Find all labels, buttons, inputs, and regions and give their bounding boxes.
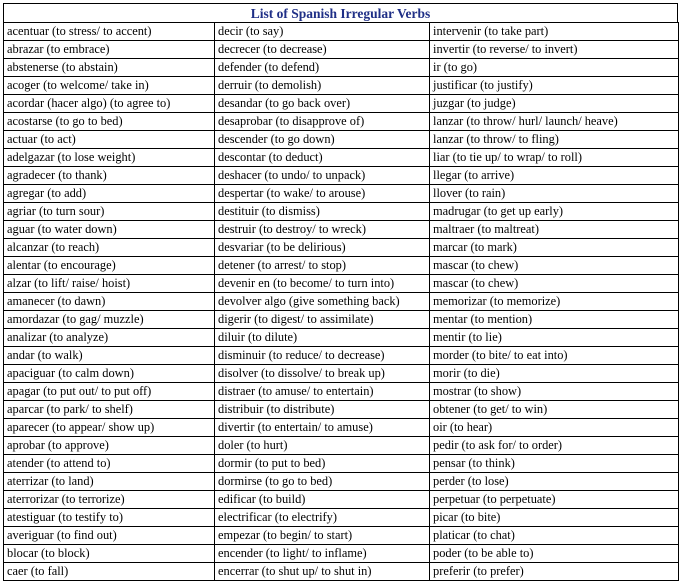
verb-cell: pedir (to ask for/ to order)	[430, 437, 679, 455]
verb-cell: devolver algo (give something back)	[215, 293, 430, 311]
verb-cell: acordar (hacer algo) (to agree to)	[4, 95, 215, 113]
verb-cell: electrificar (to electrify)	[215, 509, 430, 527]
verb-cell: perder (to lose)	[430, 473, 679, 491]
verb-cell: defender (to defend)	[215, 59, 430, 77]
verb-cell: encerrar (to shut up/ to shut in)	[215, 563, 430, 581]
verb-cell: doler (to hurt)	[215, 437, 430, 455]
table-row	[4, 95, 679, 113]
verb-cell: pensar (to think)	[430, 455, 679, 473]
verb-cell: destituir (to dismiss)	[215, 203, 430, 221]
table-row	[4, 275, 679, 293]
verb-cell: divertir (to entertain/ to amuse)	[215, 419, 430, 437]
verb-cell: abstenerse (to abstain)	[4, 59, 215, 77]
verb-cell: acentuar (to stress/ to accent)	[4, 23, 215, 41]
table-row	[4, 221, 679, 239]
verb-cell: intervenir (to take part)	[430, 23, 679, 41]
verb-table-body	[4, 23, 679, 581]
verb-cell: picar (to bite)	[430, 509, 679, 527]
verb-cell: perpetuar (to perpetuate)	[430, 491, 679, 509]
verb-cell: descender (to go down)	[215, 131, 430, 149]
table-row	[4, 203, 679, 221]
table-row	[4, 293, 679, 311]
verb-cell: aterrorizar (to terrorize)	[4, 491, 215, 509]
verb-cell: distribuir (to distribute)	[215, 401, 430, 419]
verb-cell: alentar (to encourage)	[4, 257, 215, 275]
verb-cell: apaciguar (to calm down)	[4, 365, 215, 383]
verb-cell: agradecer (to thank)	[4, 167, 215, 185]
verb-cell: deshacer (to undo/ to unpack)	[215, 167, 430, 185]
table-row	[4, 545, 679, 563]
verb-cell: justificar (to justify)	[430, 77, 679, 95]
verb-cell: obtener (to get/ to win)	[430, 401, 679, 419]
verb-cell: averiguar (to find out)	[4, 527, 215, 545]
verb-cell: detener (to arrest/ to stop)	[215, 257, 430, 275]
verb-cell: agriar (to turn sour)	[4, 203, 215, 221]
table-row	[4, 365, 679, 383]
verb-cell: decir (to say)	[215, 23, 430, 41]
table-row	[4, 239, 679, 257]
verb-cell: morir (to die)	[430, 365, 679, 383]
verb-cell: aguar (to water down)	[4, 221, 215, 239]
table-row	[4, 383, 679, 401]
verb-cell: lanzar (to throw/ hurl/ launch/ heave)	[430, 113, 679, 131]
table-row	[4, 473, 679, 491]
verb-cell: amanecer (to dawn)	[4, 293, 215, 311]
verb-cell: aparecer (to appear/ show up)	[4, 419, 215, 437]
verb-cell: caer (to fall)	[4, 563, 215, 581]
verb-cell: mascar (to chew)	[430, 257, 679, 275]
verb-cell: atender (to attend to)	[4, 455, 215, 473]
table-row	[4, 437, 679, 455]
verb-cell: platicar (to chat)	[430, 527, 679, 545]
table-row	[4, 149, 679, 167]
verb-cell: despertar (to wake/ to arouse)	[215, 185, 430, 203]
verb-cell: dormir (to put to bed)	[215, 455, 430, 473]
verb-cell: atestiguar (to testify to)	[4, 509, 215, 527]
table-row	[4, 257, 679, 275]
verb-cell: alzar (to lift/ raise/ hoist)	[4, 275, 215, 293]
verb-cell: blocar (to block)	[4, 545, 215, 563]
verb-cell: marcar (to mark)	[430, 239, 679, 257]
verb-cell: llegar (to arrive)	[430, 167, 679, 185]
table-row	[4, 23, 679, 41]
verb-table	[3, 22, 679, 581]
verb-cell: maltraer (to maltreat)	[430, 221, 679, 239]
verb-cell: edificar (to build)	[215, 491, 430, 509]
verb-cell: andar (to walk)	[4, 347, 215, 365]
verb-cell: destruir (to destroy/ to wreck)	[215, 221, 430, 239]
table-row	[4, 455, 679, 473]
verb-cell: encender (to light/ to inflame)	[215, 545, 430, 563]
table-row	[4, 347, 679, 365]
verb-cell: invertir (to reverse/ to invert)	[430, 41, 679, 59]
verb-cell: desaprobar (to disapprove of)	[215, 113, 430, 131]
verb-cell: desandar (to go back over)	[215, 95, 430, 113]
table-row	[4, 401, 679, 419]
verb-cell: abrazar (to embrace)	[4, 41, 215, 59]
verb-cell: acostarse (to go to bed)	[4, 113, 215, 131]
verb-cell: empezar (to begin/ to start)	[215, 527, 430, 545]
verb-cell: ir (to go)	[430, 59, 679, 77]
verb-cell: decrecer (to decrease)	[215, 41, 430, 59]
verb-list-document	[3, 3, 678, 581]
verb-cell: adelgazar (to lose weight)	[4, 149, 215, 167]
table-row	[4, 59, 679, 77]
verb-cell: derruir (to demolish)	[215, 77, 430, 95]
verb-cell: mentir (to lie)	[430, 329, 679, 347]
verb-cell: mostrar (to show)	[430, 383, 679, 401]
verb-cell: lanzar (to throw/ to fling)	[430, 131, 679, 149]
verb-cell: aterrizar (to land)	[4, 473, 215, 491]
verb-cell: preferir (to prefer)	[430, 563, 679, 581]
verb-cell: liar (to tie up/ to wrap/ to roll)	[430, 149, 679, 167]
verb-cell: acoger (to welcome/ take in)	[4, 77, 215, 95]
verb-cell: mentar (to mention)	[430, 311, 679, 329]
table-row	[4, 563, 679, 581]
table-row	[4, 311, 679, 329]
verb-cell: dormirse (to go to bed)	[215, 473, 430, 491]
table-row	[4, 185, 679, 203]
table-row	[4, 527, 679, 545]
verb-cell: descontar (to deduct)	[215, 149, 430, 167]
table-row	[4, 167, 679, 185]
verb-cell: actuar (to act)	[4, 131, 215, 149]
verb-cell: agregar (to add)	[4, 185, 215, 203]
verb-cell: alcanzar (to reach)	[4, 239, 215, 257]
verb-cell: distraer (to amuse/ to entertain)	[215, 383, 430, 401]
verb-cell: diluir (to dilute)	[215, 329, 430, 347]
verb-cell: devenir en (to become/ to turn into)	[215, 275, 430, 293]
table-row	[4, 509, 679, 527]
table-row	[4, 77, 679, 95]
table-row	[4, 113, 679, 131]
verb-cell: juzgar (to judge)	[430, 95, 679, 113]
table-row	[4, 131, 679, 149]
verb-cell: madrugar (to get up early)	[430, 203, 679, 221]
table-row	[4, 329, 679, 347]
verb-cell: digerir (to digest/ to assimilate)	[215, 311, 430, 329]
verb-cell: amordazar (to gag/ muzzle)	[4, 311, 215, 329]
verb-cell: morder (to bite/ to eat into)	[430, 347, 679, 365]
verb-cell: disminuir (to reduce/ to decrease)	[215, 347, 430, 365]
verb-cell: poder (to be able to)	[430, 545, 679, 563]
verb-cell: llover (to rain)	[430, 185, 679, 203]
table-row	[4, 419, 679, 437]
table-row	[4, 491, 679, 509]
verb-cell: aparcar (to park/ to shelf)	[4, 401, 215, 419]
table-row	[4, 41, 679, 59]
verb-cell: analizar (to analyze)	[4, 329, 215, 347]
verb-cell: oir (to hear)	[430, 419, 679, 437]
verb-cell: aprobar (to approve)	[4, 437, 215, 455]
verb-cell: memorizar (to memorize)	[430, 293, 679, 311]
page-title: List of Spanish Irregular Verbs	[3, 3, 678, 22]
verb-cell: apagar (to put out/ to put off)	[4, 383, 215, 401]
verb-cell: desvariar (to be delirious)	[215, 239, 430, 257]
verb-cell: mascar (to chew)	[430, 275, 679, 293]
verb-cell: disolver (to dissolve/ to break up)	[215, 365, 430, 383]
